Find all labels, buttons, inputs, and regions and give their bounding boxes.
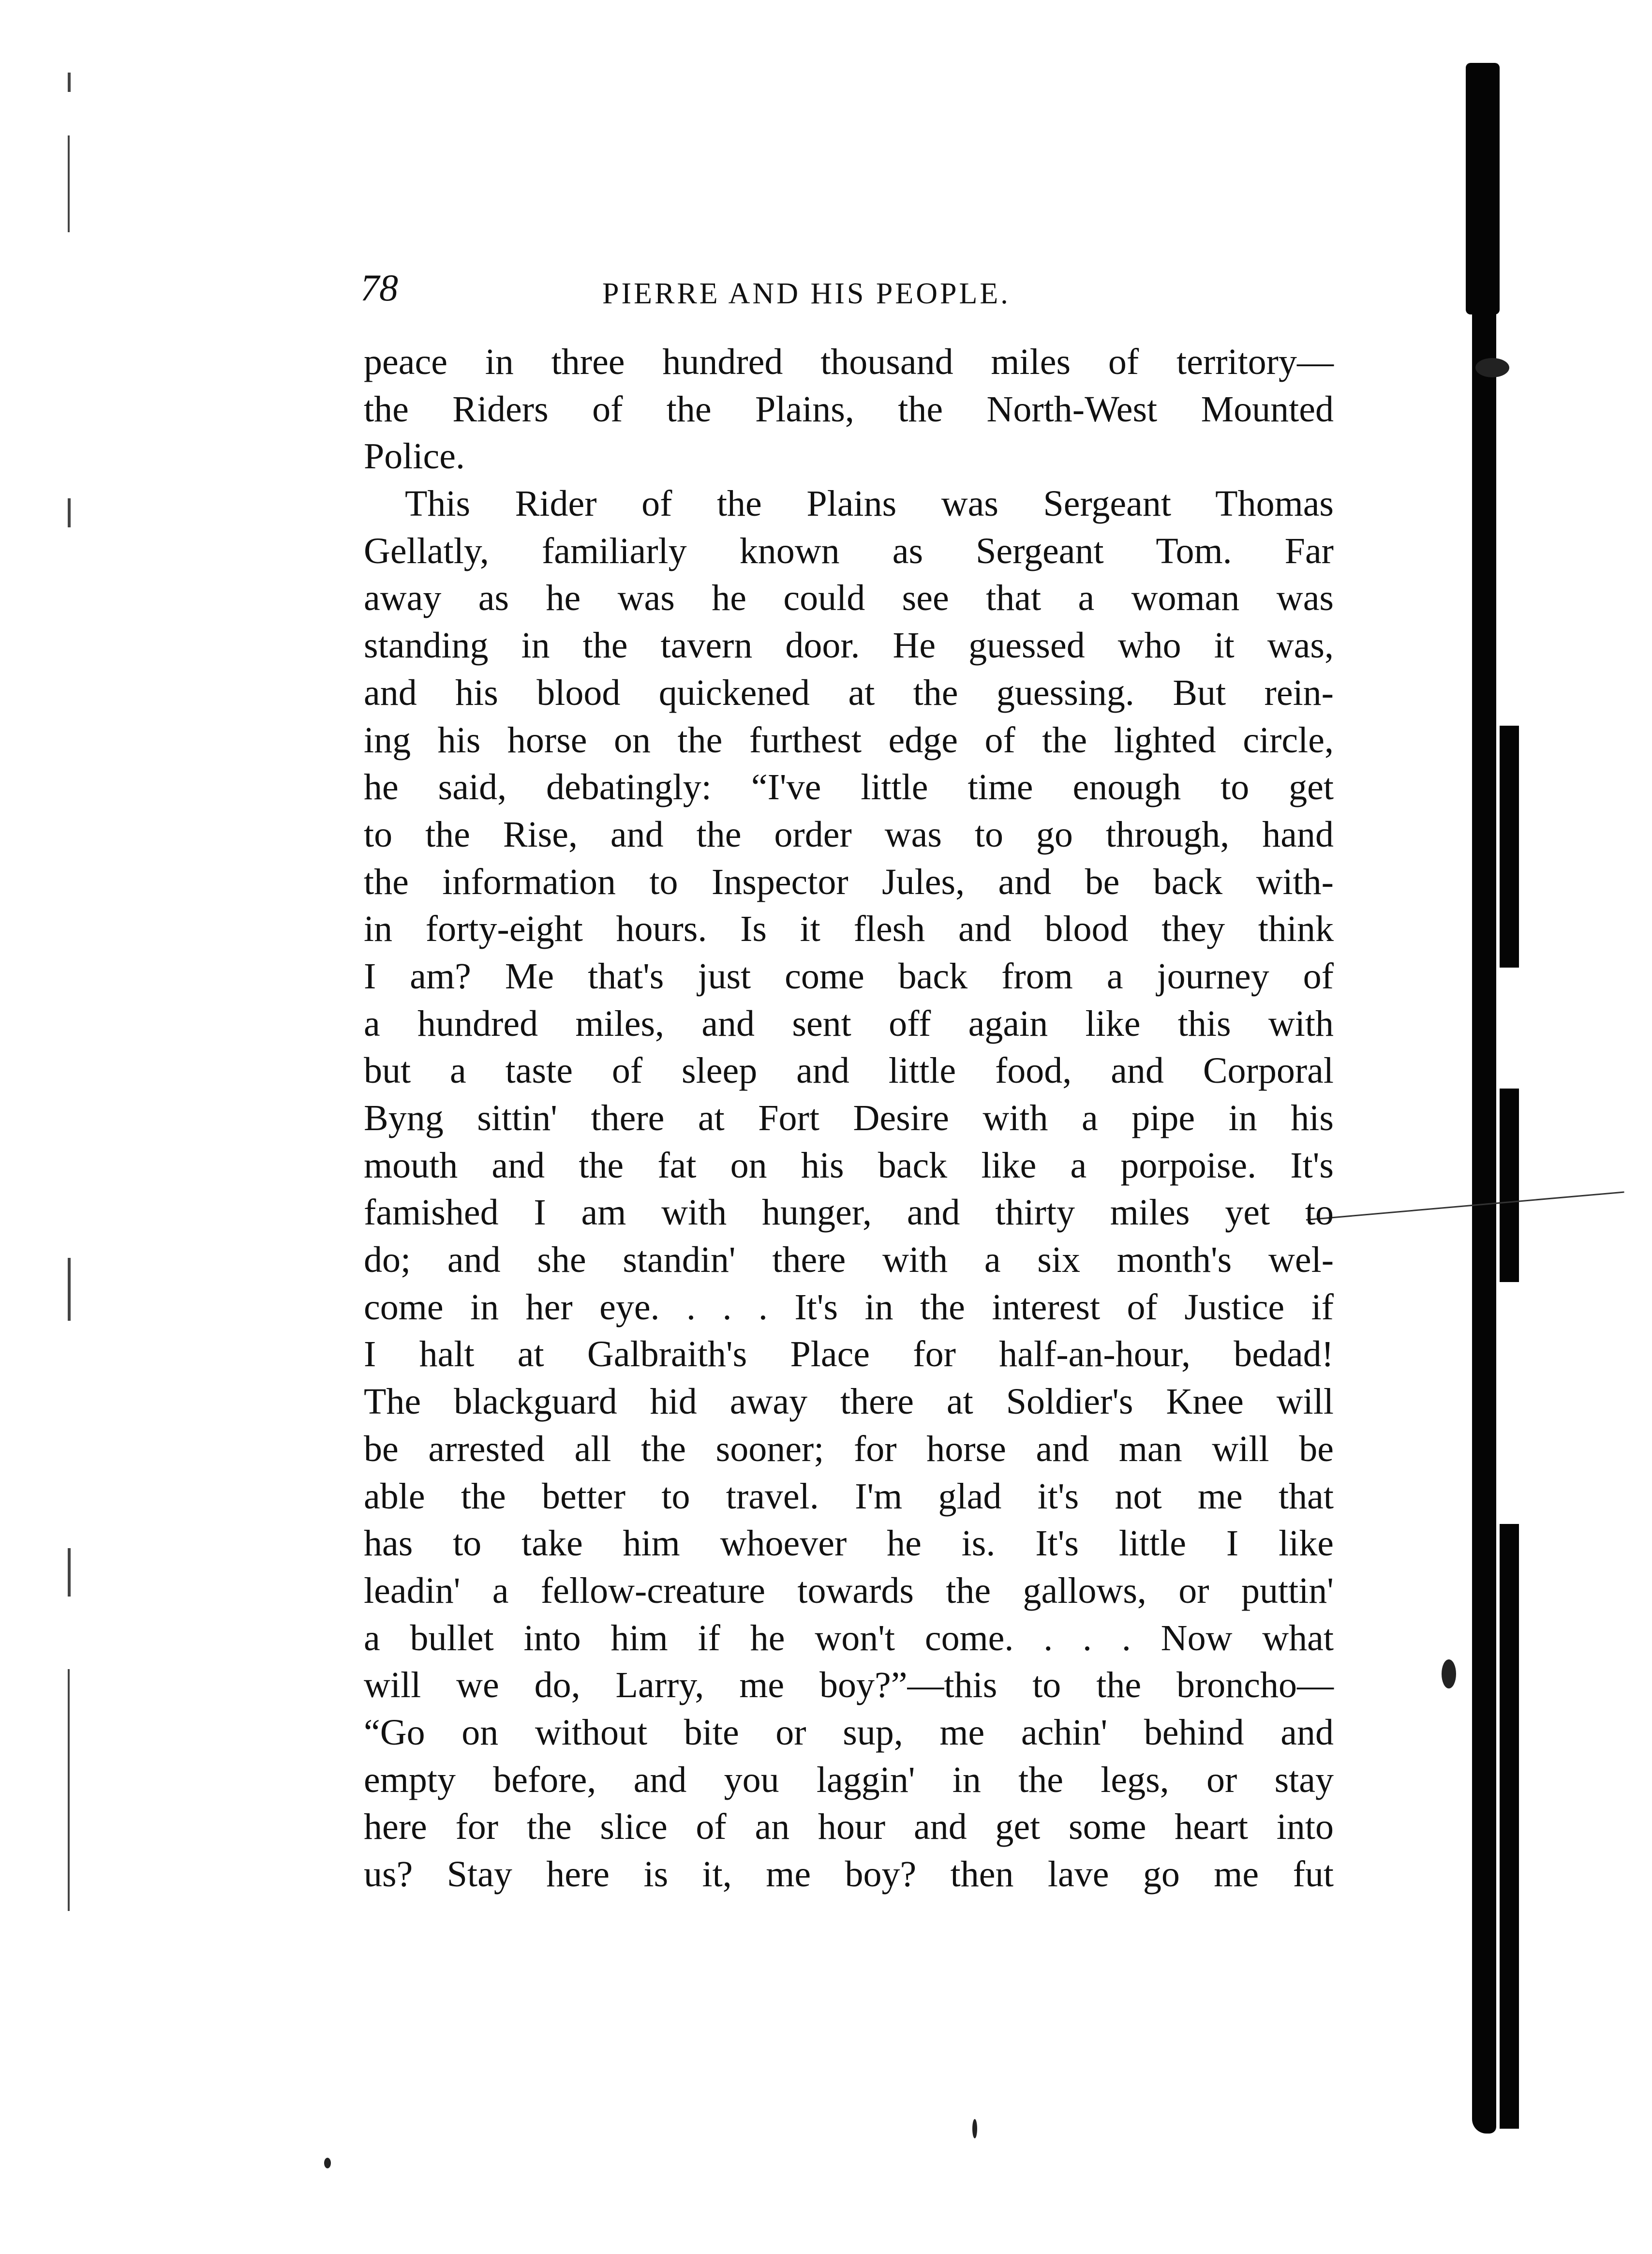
text-line: Byng sittin' there at Fort Desire with a pipe in his <box>364 1098 1334 1138</box>
text-line: to the Rise, and the order was to go through, hand <box>364 814 1334 855</box>
text-line: This Rider of the Plains was Sergeant Thomas <box>405 483 1334 524</box>
text-line: come in her eye. . . . It's in the interest of Justice if <box>364 1286 1334 1328</box>
text-line: I am? Me that's just come back from a journey of <box>364 955 1334 997</box>
text-line: us? Stay here is it, me boy? then lave go me fut <box>364 1854 1334 1895</box>
text-line: peace in three hundred thousand miles of territory— <box>364 342 1334 382</box>
scan-margin-mark <box>68 498 71 527</box>
text-line: away as he was he could see that a woman was <box>364 578 1334 619</box>
running-title: PIERRE AND HIS PEOPLE. <box>602 277 1011 310</box>
text-line: the information to Inspector Jules, and be back with- <box>364 861 1334 902</box>
text-line: The blackguard hid away there at Soldier's Knee will <box>364 1381 1334 1422</box>
scan-scratch-line <box>1306 1191 1624 1221</box>
text-line: he said, debatingly: “I've little time enough to get <box>364 767 1334 808</box>
scan-margin-mark <box>68 1548 71 1597</box>
scan-margin-mark <box>68 1669 70 1911</box>
text-line: empty before, and you laggin' in the legs, or stay <box>364 1759 1334 1800</box>
text-line: able the better to travel. I'm glad it's not me that <box>364 1476 1334 1517</box>
scan-speck <box>1475 358 1509 377</box>
scan-margin-mark <box>68 1258 71 1321</box>
scan-margin-mark <box>68 73 71 92</box>
running-header <box>360 264 1335 312</box>
text-line: the Riders of the Plains, the North-West Mounted <box>364 388 1334 430</box>
scan-edge-shadow-segment <box>1500 726 1519 968</box>
text-line: ing his horse on the furthest edge of the lighted circle, <box>364 719 1334 761</box>
text-line: a bullet into him if he won't come. . . . Now what <box>364 1617 1334 1658</box>
text-line: here for the slice of an hour and get some heart into <box>364 1806 1334 1848</box>
text-line: “Go on without bite or sup, me achin' behind and <box>364 1712 1334 1753</box>
scan-speck <box>324 2158 331 2168</box>
body-text <box>364 339 1334 1898</box>
scan-edge-shadow <box>1472 68 1496 2134</box>
text-line: in forty-eight hours. Is it flesh and blood they think <box>364 909 1334 950</box>
text-line: and his blood quickened at the guessing. But rein- <box>364 672 1334 713</box>
text-line: but a taste of sleep and little food, and Corporal <box>364 1050 1334 1091</box>
text-line: mouth and the fat on his back like a porpoise. It's <box>364 1145 1334 1186</box>
text-line: Police. <box>364 436 465 477</box>
scan-margin-mark <box>68 135 70 232</box>
scan-edge-shadow-segment <box>1500 1524 1519 2129</box>
text-line: I halt at Galbraith's Place for half-an-hour, bedad! <box>364 1334 1334 1375</box>
text-line: Gellatly, familiarly known as Sergeant Tom. Far <box>364 530 1334 571</box>
text-line: famished I am with hunger, and thirty miles yet to <box>364 1192 1334 1233</box>
page-number: 78 <box>360 267 398 309</box>
text-line: has to take him whoever he is. It's little I like <box>364 1523 1334 1564</box>
text-line: be arrested all the sooner; for horse and man will be <box>364 1428 1334 1469</box>
scan-speck <box>1442 1659 1456 1688</box>
text-line: will we do, Larry, me boy?”—this to the broncho— <box>364 1665 1334 1706</box>
text-line: a hundred miles, and sent off again like this with <box>364 1003 1334 1044</box>
scan-edge-shadow-segment <box>1500 1089 1519 1282</box>
text-line: leadin' a fellow-creature towards the gallows, or puttin' <box>364 1570 1334 1611</box>
text-line: do; and she standin' there with a six month's wel- <box>364 1239 1334 1281</box>
scan-speck <box>972 2119 977 2138</box>
text-line: standing in the tavern door. He guessed who it was, <box>364 625 1334 666</box>
